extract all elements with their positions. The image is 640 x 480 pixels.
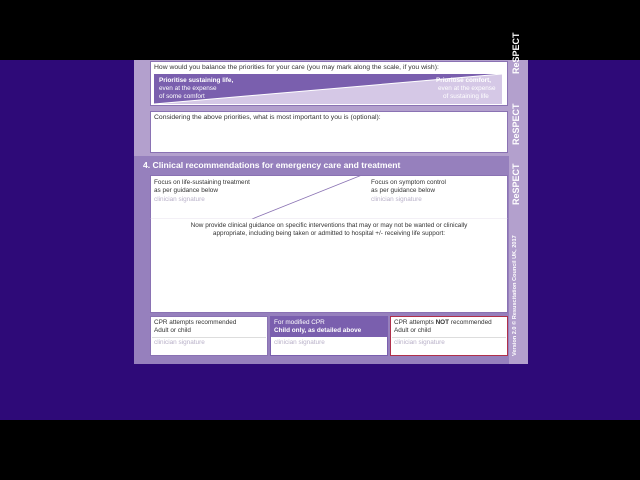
- guidance-line2: appropriate, including being taken or admitted to hospital +/- receiving life support:: [212, 230, 446, 237]
- focus-life-line1: Focus on life-sustaining treatment: [154, 179, 250, 186]
- prioritise-comfort-sub2: of sustaining life: [443, 93, 489, 100]
- important-question: Considering the above priorities, what is most important to you is (optional):: [154, 114, 381, 121]
- cpr-not-recommended-line1: [394, 319, 492, 327]
- prioritise-life-title: Prioritise sustaining life,: [159, 77, 234, 84]
- guidance-line1: Now provide clinical guidance on specific interventions that may or may not be wanted or clinically: [190, 222, 468, 229]
- cpr-recommended-line2: Adult or child: [154, 327, 191, 334]
- section-4-header: 4. Clinical recommendations for emergency care and treatment: [143, 160, 401, 170]
- divider: [152, 337, 266, 338]
- prioritise-life-sub1: even at the expense: [159, 85, 217, 92]
- cpr-not-recommended-line2: Adult or child: [394, 327, 431, 334]
- focus-symptom-signature[interactable]: clinician signature: [371, 196, 422, 203]
- divider: [392, 337, 506, 338]
- priorities-question: How would you balance the priorities for your care (you may mark along the scale, if you wish):: [154, 64, 439, 71]
- respect-side-label-sec4: ReSPECT: [511, 163, 521, 205]
- cpr-recommended-line1: CPR attempts recommended: [154, 319, 237, 326]
- cpr-recommended-signature[interactable]: clinician signature: [154, 339, 205, 346]
- focus-life-signature[interactable]: clinician signature: [154, 196, 205, 203]
- prioritise-comfort-sub1: even at the expense: [438, 85, 496, 92]
- focus-life-line2: as per guidance below: [154, 187, 218, 194]
- focus-symptom-line1: Focus on symptom control: [371, 179, 446, 186]
- prioritise-comfort-title: Prioritise comfort,: [436, 77, 492, 84]
- cpr-not-pre: CPR attempts: [394, 319, 436, 326]
- modified-cpr-signature[interactable]: clinician signature: [274, 339, 325, 346]
- cpr-not-recommended-signature[interactable]: clinician signature: [394, 339, 445, 346]
- modified-cpr-line1: For modified CPR: [274, 319, 325, 326]
- respect-side-label-top: ReSPECT: [511, 32, 521, 74]
- cpr-not-post: recommended: [449, 319, 492, 326]
- modified-cpr-line2: Child only, as detailed above: [274, 327, 362, 334]
- version-copyright: Version 2.0 © Resuscitation Council UK, 2017: [512, 235, 518, 356]
- cpr-not-bold: NOT: [435, 319, 450, 326]
- respect-side-label-mid: ReSPECT: [511, 103, 521, 145]
- focus-symptom-line2: as per guidance below: [371, 187, 435, 194]
- prioritise-life-sub2: of some comfort: [159, 93, 205, 100]
